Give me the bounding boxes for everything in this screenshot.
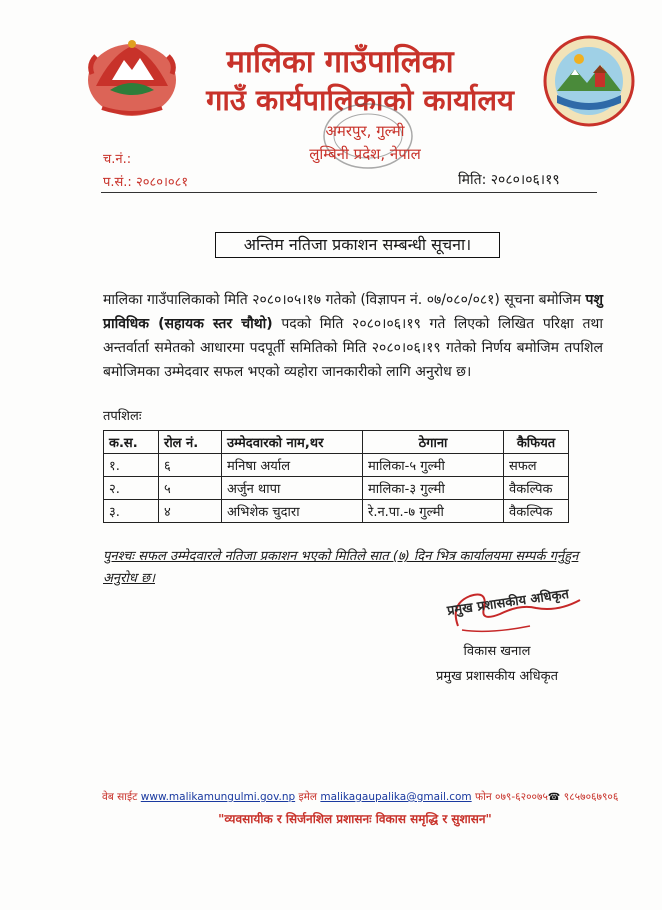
footer-contact <box>102 790 622 804</box>
result-table <box>103 430 569 523</box>
cell-address: मालिका-५ गुल्मी <box>363 454 504 477</box>
phone-icon: ☎ <box>547 792 561 803</box>
office-title-line1: मालिका गाउँपालिका <box>226 44 454 80</box>
notice-title-box <box>215 232 500 258</box>
website-link[interactable]: www.malikamungulmi.gov.np <box>140 791 296 803</box>
col-header-name: उम्मेदवारको नाम,थर <box>222 431 363 454</box>
notice-body-part2: पदको मिति २०८०।०६।१९ गते लिएको लिखित परिक्षा तथा अन्तर्वार्ता समेतको आधारमा पदपूर्ती समितिको मिति २०८०।०६।१९ गतेको निर्णय बमोजिम तपशिल बमोजिमका उम्मेदवार सफल भएको व्यहोरा जानकारीको लागि अनुरोध छ। <box>103 316 603 380</box>
table-row <box>104 454 569 477</box>
notice-body-part1: मालिका गाउँपालिकाको मिति २०८०।०५।१७ गतेको (विज्ञापन नं. ०७/०८०/०८१) सूचना बमोजिम <box>103 292 586 308</box>
table-row <box>104 500 569 523</box>
footer-slogan: "व्यवसायीक र सिर्जनशिल प्रशासनः विकास समृद्धि र सुशासन" <box>218 812 492 826</box>
cell-remarks: वैकल्पिक <box>504 477 569 500</box>
website-label: वेब साईट <box>102 791 141 803</box>
cell-serial: ३. <box>104 500 159 523</box>
postscript-note: पुनश्चः सफल उम्मेदवारले नतिजा प्रकाशन भएको मितिले सात (७) दिन भित्र कार्यालयमा सम्पर्क गर्नुहुन अनुरोध छ। <box>103 549 579 586</box>
cell-roll: ६ <box>159 454 222 477</box>
notice-body <box>103 288 603 384</box>
table-row <box>104 477 569 500</box>
phone-number: फोन ०७९-६२००७५ <box>471 791 548 803</box>
details-label: तपशिलः <box>103 409 142 424</box>
cell-remarks: वैकल्पिक <box>504 500 569 523</box>
cell-remarks: सफल <box>504 454 569 477</box>
office-title-line2: गाउँ कार्यपालिकाको कार्यालय <box>206 83 514 117</box>
signature-stamp: प्रमुख प्रशासकीय अधिकृत <box>446 586 570 619</box>
letter-date: मिति: २०८०।०६।१९ <box>458 172 560 188</box>
email-label: इमेल <box>295 791 321 803</box>
cell-serial: २. <box>104 477 159 500</box>
office-address-line1: अमरपुर, गुल्मी <box>325 122 405 140</box>
signatory-name: विकास खनाल <box>463 644 531 659</box>
letter-number: प.सं.: २०८०।०८१ <box>103 175 189 190</box>
municipality-logo-icon <box>543 35 635 127</box>
cell-roll: ४ <box>159 500 222 523</box>
cell-name: अभिशेक चुदारा <box>222 500 363 523</box>
table-header-row <box>104 431 569 454</box>
cell-address: मालिका-३ गुल्मी <box>363 477 504 500</box>
cell-name: मनिषा अर्याल <box>222 454 363 477</box>
notice-body-position: पशु प्राविधिक (सहायक स्तर चौथो) <box>103 292 603 332</box>
cell-address: रे.न.पा.-७ गुल्मी <box>363 500 504 523</box>
email-link[interactable]: malikagaupalika@gmail.com <box>320 791 472 803</box>
cell-roll: ५ <box>159 477 222 500</box>
col-header-serial: क.स. <box>104 431 159 454</box>
notice-title: अन्तिम नतिजा प्रकाशन सम्बन्धी सूचना। <box>243 235 472 254</box>
char-number: च.नं.: <box>103 152 132 167</box>
mobile-number: ९८५७०६७९०६ <box>560 791 619 803</box>
col-header-remarks: कैफियत <box>504 431 569 454</box>
header-divider <box>101 192 597 193</box>
nepal-emblem-icon <box>82 34 182 120</box>
office-address-line2: लुम्बिनी प्रदेश, नेपाल <box>309 145 421 163</box>
cell-name: अर्जुन थापा <box>222 477 363 500</box>
col-header-address: ठेगाना <box>363 431 504 454</box>
col-header-roll: रोल नं. <box>159 431 222 454</box>
cell-serial: १. <box>104 454 159 477</box>
signatory-title: प्रमुख प्रशासकीय अधिकृत <box>435 669 559 684</box>
